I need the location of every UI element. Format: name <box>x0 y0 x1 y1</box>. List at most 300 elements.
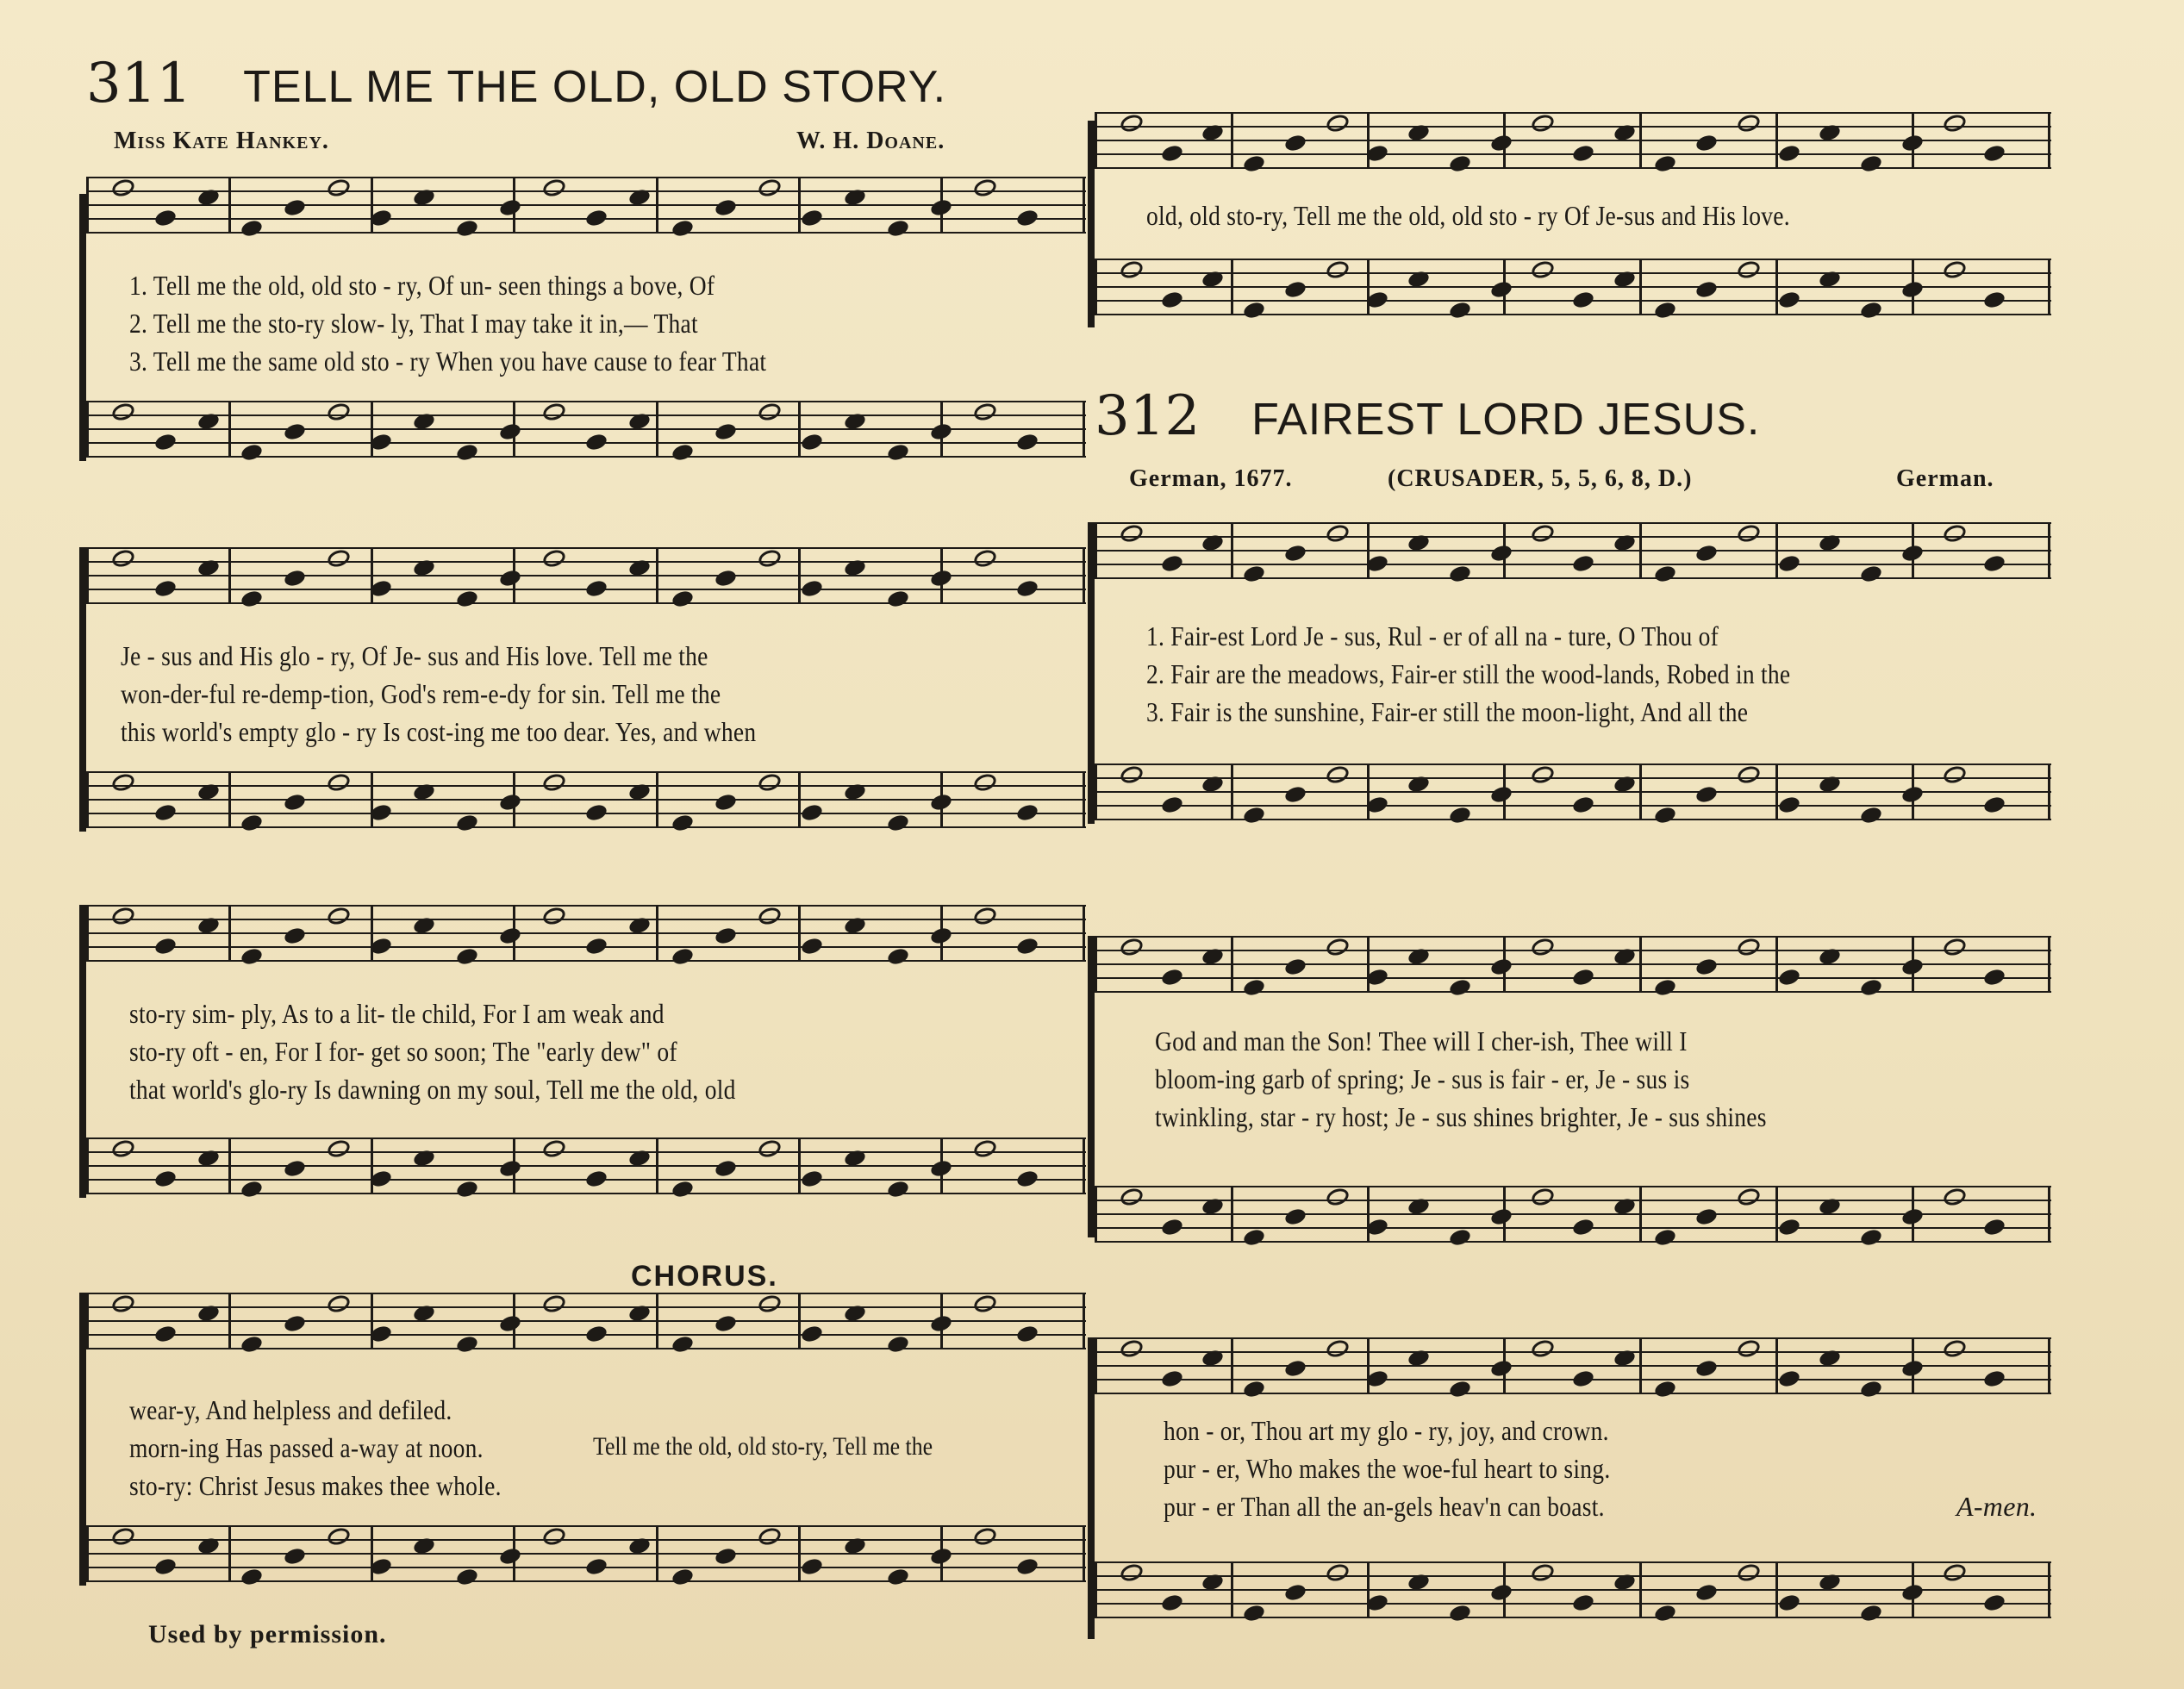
notehead <box>1982 1592 2006 1612</box>
notehead <box>1694 1582 1719 1602</box>
barline <box>86 1137 89 1194</box>
barline <box>86 771 89 828</box>
notehead <box>110 1525 137 1548</box>
notehead <box>1242 1379 1266 1399</box>
notehead <box>1530 259 1557 281</box>
tune-credit: (CRUSADER, 5, 5, 6, 8, D.) <box>1388 465 1693 492</box>
barline <box>371 1525 373 1582</box>
treble-staff <box>86 177 1086 239</box>
notehead <box>757 401 783 423</box>
notehead <box>153 432 178 452</box>
notehead <box>1571 553 1595 573</box>
notehead <box>541 771 568 794</box>
barline <box>1367 522 1370 579</box>
notehead <box>1859 1227 1883 1247</box>
barline <box>228 401 231 458</box>
notehead <box>1448 805 1472 825</box>
notehead <box>929 568 953 588</box>
barline <box>1639 112 1642 169</box>
notehead <box>1777 143 1801 163</box>
treble-staff <box>86 547 1086 609</box>
notehead <box>929 197 953 217</box>
notehead <box>1530 1561 1557 1584</box>
notehead <box>1325 763 1351 786</box>
barline <box>371 905 373 962</box>
barline <box>798 771 801 828</box>
notehead <box>498 421 522 441</box>
notehead <box>1982 290 2006 309</box>
barline <box>2048 112 2050 169</box>
lyric-verse-1: Je - sus and His glo - ry, Of Je- sus and His love. Tell me the <box>121 640 708 671</box>
lyric-verse-3: 3. Fair is the sunshine, Fair-er still the moon-light, And all the <box>1146 696 1749 727</box>
barline <box>2048 1561 2050 1618</box>
barline <box>1095 1186 1097 1243</box>
notehead <box>671 1179 695 1199</box>
notehead <box>929 792 953 812</box>
notehead <box>1859 1603 1883 1623</box>
bass-staff <box>1095 1561 2051 1624</box>
notehead <box>455 1567 479 1586</box>
barline <box>1095 112 1097 169</box>
notehead <box>1571 290 1595 309</box>
barline <box>1639 1561 1642 1618</box>
notehead <box>1242 1603 1266 1623</box>
barline <box>1095 1337 1097 1394</box>
hymn-number: 312 <box>1095 384 1201 448</box>
notehead <box>1242 805 1266 825</box>
barline <box>1775 259 1778 315</box>
notehead <box>584 208 608 227</box>
notehead <box>972 547 999 570</box>
notehead <box>1448 564 1472 583</box>
barline <box>86 177 89 234</box>
notehead <box>153 578 178 598</box>
notehead <box>671 442 695 462</box>
barline <box>2048 936 2050 993</box>
barline <box>656 905 658 962</box>
notehead <box>757 905 783 927</box>
notehead <box>1900 784 1925 804</box>
notehead <box>1694 279 1719 299</box>
notehead <box>1325 1186 1351 1208</box>
notehead <box>110 771 137 794</box>
notehead <box>1160 1592 1184 1612</box>
notehead <box>283 197 307 217</box>
notehead <box>283 1158 307 1178</box>
notehead <box>1015 1556 1039 1576</box>
notehead <box>1571 967 1595 987</box>
notehead <box>757 771 783 794</box>
notehead <box>757 177 783 199</box>
notehead <box>110 1293 137 1315</box>
notehead <box>1448 1603 1472 1623</box>
notehead <box>1325 112 1351 134</box>
lyric-verse-2: pur - er, Who makes the woe-ful heart to sing. <box>1164 1453 1611 1484</box>
system-brace <box>79 1293 86 1586</box>
treble-staff <box>1095 112 2051 174</box>
treble-staff <box>1095 936 2051 998</box>
notehead <box>498 1546 522 1566</box>
notehead <box>1448 300 1472 320</box>
notehead <box>1489 1582 1513 1602</box>
notehead <box>1982 1368 2006 1388</box>
notehead <box>240 442 264 462</box>
barline <box>798 1137 801 1194</box>
notehead <box>1653 153 1677 173</box>
barline <box>1095 936 1097 993</box>
notehead <box>757 1293 783 1315</box>
barline <box>1367 1337 1370 1394</box>
system-brace <box>79 905 86 1198</box>
notehead <box>1900 957 1925 976</box>
notehead <box>1325 259 1351 281</box>
hymn-311-header <box>86 52 946 115</box>
barline <box>798 177 801 234</box>
barline <box>656 1525 658 1582</box>
notehead <box>1900 1206 1925 1226</box>
notehead <box>240 589 264 608</box>
lyric-verse-3: 3. Tell me the same old sto - ry When you have cause to fear That <box>129 346 767 377</box>
notehead <box>1900 1582 1925 1602</box>
notehead <box>714 568 738 588</box>
notehead <box>1777 967 1801 987</box>
notehead <box>972 1293 999 1315</box>
notehead <box>240 218 264 238</box>
notehead <box>1736 1186 1763 1208</box>
barline <box>371 547 373 604</box>
barline <box>656 401 658 458</box>
barline <box>1639 1337 1642 1394</box>
notehead <box>1530 522 1557 545</box>
notehead <box>1777 553 1801 573</box>
notehead <box>800 1169 824 1188</box>
notehead <box>714 197 738 217</box>
barline <box>1775 522 1778 579</box>
hymn-311-final-system <box>1095 86 2051 345</box>
hymn-311 <box>52 0 1060 1689</box>
amen-text: A-men. <box>1956 1491 2037 1522</box>
hymn-number: 311 <box>86 52 192 115</box>
notehead <box>886 589 910 608</box>
notehead <box>1283 1582 1307 1602</box>
notehead <box>455 1179 479 1199</box>
notehead <box>800 432 824 452</box>
notehead <box>1119 1186 1145 1208</box>
notehead <box>1242 300 1266 320</box>
notehead <box>240 1179 264 1199</box>
notehead <box>153 1556 178 1576</box>
notehead <box>283 568 307 588</box>
notehead <box>498 926 522 945</box>
right-column <box>1077 0 2051 1689</box>
barline <box>656 177 658 234</box>
notehead <box>1859 564 1883 583</box>
notehead <box>1283 543 1307 563</box>
notehead <box>1694 1206 1719 1226</box>
treble-staff <box>1095 1337 2051 1399</box>
notehead <box>1571 1592 1595 1612</box>
notehead <box>1160 1217 1184 1237</box>
notehead <box>153 208 178 227</box>
notehead <box>886 1334 910 1354</box>
notehead <box>757 1525 783 1548</box>
notehead <box>1694 1358 1719 1378</box>
notehead <box>455 1334 479 1354</box>
barline <box>86 401 89 458</box>
barline <box>656 1293 658 1349</box>
barline <box>371 1137 373 1194</box>
notehead <box>1653 300 1677 320</box>
notehead <box>1653 1603 1677 1623</box>
barline <box>1775 1337 1778 1394</box>
notehead <box>1160 143 1184 163</box>
notehead <box>584 1169 608 1188</box>
final-lyric: old, old sto-ry, Tell me the old, old sto - ry Of Je-sus and His love. <box>1146 200 1790 231</box>
bass-staff <box>86 401 1086 463</box>
notehead <box>929 926 953 945</box>
barline <box>1639 259 1642 315</box>
notehead <box>1283 1206 1307 1226</box>
barline <box>1367 1186 1370 1243</box>
permission-note: Used by permission. <box>148 1620 387 1648</box>
notehead <box>1736 1561 1763 1584</box>
notehead <box>1489 279 1513 299</box>
notehead <box>1283 133 1307 153</box>
barline <box>1231 112 1233 169</box>
notehead <box>1859 977 1883 997</box>
barline <box>1231 259 1233 315</box>
notehead <box>1900 279 1925 299</box>
notehead <box>1448 977 1472 997</box>
barline <box>1095 763 1097 820</box>
barline <box>1231 1337 1233 1394</box>
barline <box>1775 1561 1778 1618</box>
notehead <box>1942 763 1969 786</box>
notehead <box>714 1546 738 1566</box>
notehead <box>1325 1337 1351 1360</box>
barline <box>1231 1561 1233 1618</box>
notehead <box>1859 153 1883 173</box>
lyric-verse-3: this world's empty glo - ry Is cost-ing me too dear. Yes, and when <box>121 716 757 747</box>
notehead <box>1900 133 1925 153</box>
notehead <box>1489 957 1513 976</box>
notehead <box>1160 553 1184 573</box>
notehead <box>498 1313 522 1333</box>
notehead <box>671 1334 695 1354</box>
notehead <box>283 926 307 945</box>
notehead <box>1694 957 1719 976</box>
notehead <box>1736 112 1763 134</box>
notehead <box>972 1137 999 1160</box>
notehead <box>1942 1561 1969 1584</box>
notehead <box>326 177 353 199</box>
notehead <box>153 1324 178 1343</box>
music-system-4 <box>86 1284 1086 1603</box>
notehead <box>1242 977 1266 997</box>
notehead <box>1982 967 2006 987</box>
notehead <box>498 1158 522 1178</box>
notehead <box>283 792 307 812</box>
notehead <box>283 421 307 441</box>
notehead <box>1859 1379 1883 1399</box>
music-system-2 <box>86 539 1086 849</box>
notehead <box>498 568 522 588</box>
source-credit: German, 1677. <box>1129 465 1293 492</box>
notehead <box>1489 1358 1513 1378</box>
barline <box>86 1525 89 1582</box>
notehead <box>153 1169 178 1188</box>
notehead <box>1283 957 1307 976</box>
notehead <box>1942 259 1969 281</box>
notehead <box>1283 784 1307 804</box>
notehead <box>326 771 353 794</box>
barline <box>1095 522 1097 579</box>
barline <box>2048 1337 2050 1394</box>
notehead <box>972 771 999 794</box>
hymn-312-system-2 <box>1095 927 2051 1255</box>
notehead <box>800 936 824 956</box>
barline <box>371 771 373 828</box>
bass-staff <box>1095 259 2051 321</box>
notehead <box>541 177 568 199</box>
notehead <box>1859 805 1883 825</box>
notehead <box>584 936 608 956</box>
hymn-title: TELL ME THE OLD, OLD STORY. <box>243 62 947 112</box>
lyric-verse-1: God and man the Son! Thee will I cher-ish, Thee will I <box>1155 1025 1688 1056</box>
notehead <box>1736 522 1763 545</box>
notehead <box>110 177 137 199</box>
barline <box>228 1137 231 1194</box>
notehead <box>455 813 479 832</box>
lyric-verse-1: sto-ry sim- ply, As to a lit- tle child, For I am weak and <box>129 998 665 1029</box>
notehead <box>110 401 137 423</box>
notehead <box>240 1334 264 1354</box>
notehead <box>714 1313 738 1333</box>
notehead <box>1777 795 1801 814</box>
notehead <box>1119 112 1145 134</box>
notehead <box>1653 1227 1677 1247</box>
music-system-3 <box>86 896 1086 1215</box>
notehead <box>1777 1368 1801 1388</box>
barline <box>1231 936 1233 993</box>
notehead <box>671 946 695 966</box>
chorus-label: CHORUS. <box>631 1260 778 1293</box>
notehead <box>541 547 568 570</box>
origin-credit: German. <box>1896 465 1994 492</box>
notehead <box>1119 259 1145 281</box>
lyric-verse-2: bloom-ing garb of spring; Je - sus is fair - er, Je - sus is <box>1155 1063 1690 1094</box>
notehead <box>886 946 910 966</box>
notehead <box>1653 977 1677 997</box>
notehead <box>1160 795 1184 814</box>
system-brace <box>1088 522 1095 824</box>
notehead <box>972 1525 999 1548</box>
barline <box>798 905 801 962</box>
barline <box>1367 763 1370 820</box>
notehead <box>1653 805 1677 825</box>
notehead <box>326 547 353 570</box>
notehead <box>1015 432 1039 452</box>
barline <box>86 905 89 962</box>
notehead <box>1982 553 2006 573</box>
hymn-312-system-1 <box>1095 514 2051 841</box>
notehead <box>1160 967 1184 987</box>
music-credit: W. H. Doane. <box>796 128 945 154</box>
notehead <box>1242 153 1266 173</box>
barline <box>798 547 801 604</box>
lyric-verse-1: hon - or, Thou art my glo - ry, joy, and crown. <box>1164 1415 1609 1446</box>
notehead <box>1942 936 1969 958</box>
notehead <box>541 1525 568 1548</box>
barline <box>228 1525 231 1582</box>
notehead <box>1015 208 1039 227</box>
barline <box>798 401 801 458</box>
notehead <box>584 1556 608 1576</box>
barline <box>2048 259 2050 315</box>
barline <box>1231 522 1233 579</box>
notehead <box>110 905 137 927</box>
music-system-1 <box>86 168 1086 478</box>
notehead <box>800 802 824 822</box>
notehead <box>886 218 910 238</box>
system-brace <box>1088 1337 1095 1639</box>
notehead <box>1119 763 1145 786</box>
barline <box>1367 259 1370 315</box>
notehead <box>1530 936 1557 958</box>
notehead <box>541 401 568 423</box>
notehead <box>1694 784 1719 804</box>
barline <box>1367 1561 1370 1618</box>
barline <box>1367 112 1370 169</box>
lyric-verse-1: wear-y, And helpless and defiled. <box>129 1394 452 1425</box>
notehead <box>1777 1592 1801 1612</box>
notehead <box>1942 1186 1969 1208</box>
barline <box>1095 1561 1097 1618</box>
notehead <box>800 1556 824 1576</box>
notehead <box>541 1293 568 1315</box>
notehead <box>757 547 783 570</box>
treble-staff <box>86 1293 1086 1355</box>
notehead <box>584 802 608 822</box>
notehead <box>929 1313 953 1333</box>
notehead <box>972 401 999 423</box>
notehead <box>240 1567 264 1586</box>
lyric-verse-3: pur - er Than all the an-gels heav'n can boast. <box>1164 1491 1605 1522</box>
notehead <box>1283 1358 1307 1378</box>
barline <box>1095 259 1097 315</box>
notehead <box>326 905 353 927</box>
notehead <box>584 578 608 598</box>
notehead <box>240 946 264 966</box>
barline <box>1775 1186 1778 1243</box>
system-brace <box>79 194 86 461</box>
bass-staff <box>86 1525 1086 1587</box>
notehead <box>1448 1379 1472 1399</box>
chorus-refrain: Tell me the old, old sto-ry, Tell me the <box>593 1432 933 1461</box>
notehead <box>1777 1217 1801 1237</box>
barline <box>1639 522 1642 579</box>
notehead <box>929 1158 953 1178</box>
bass-staff <box>86 771 1086 833</box>
notehead <box>1571 1368 1595 1388</box>
bass-staff <box>1095 763 2051 826</box>
notehead <box>1489 133 1513 153</box>
notehead <box>886 813 910 832</box>
notehead <box>153 802 178 822</box>
notehead <box>1942 112 1969 134</box>
notehead <box>1942 522 1969 545</box>
notehead <box>972 177 999 199</box>
